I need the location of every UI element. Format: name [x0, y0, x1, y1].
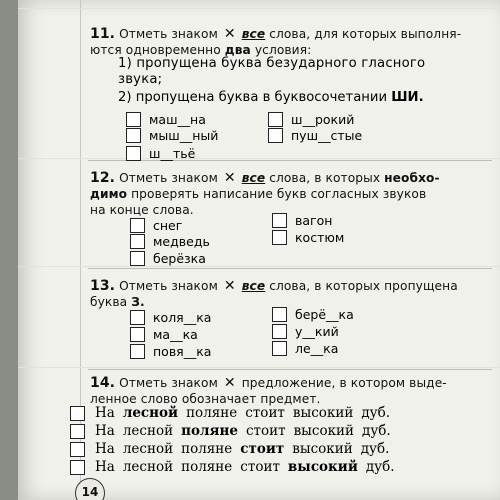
checkbox[interactable] [70, 442, 85, 457]
ruled-line [18, 367, 500, 368]
task-13 [90, 278, 490, 310]
checkbox[interactable] [272, 230, 287, 245]
task-13-instruction: 13. Отметь знаком ✕ все слова, в которых пропущена буква З. [90, 278, 458, 309]
section-divider [88, 268, 492, 269]
option-item[interactable]: повя__ка [130, 344, 211, 359]
task-number: 11. [90, 26, 116, 42]
ruled-line [18, 8, 500, 9]
option-item[interactable]: ш__тьё [126, 146, 195, 161]
task-number: 14. [90, 375, 116, 391]
option-item[interactable]: медведь [130, 234, 210, 249]
cross-mark-icon: ✕ [223, 278, 236, 294]
option-item[interactable]: снег [130, 218, 182, 233]
task-number: 12. [90, 170, 116, 186]
checkbox[interactable] [272, 341, 287, 356]
cross-mark-icon: ✕ [223, 375, 236, 391]
checkbox[interactable] [126, 128, 141, 143]
option-item[interactable]: берёзка [130, 251, 206, 266]
checkbox[interactable] [130, 310, 145, 325]
sentence-option[interactable]: На лесной поляне стоит высокий дуб. [70, 405, 398, 421]
cross-mark-icon: ✕ [223, 170, 236, 186]
checkbox[interactable] [130, 251, 145, 266]
task-12 [90, 170, 490, 218]
option-item[interactable]: вагон [272, 213, 332, 228]
task-14-instruction: 14. Отметь знаком ✕ предложение, в котором выде- ленное слово обозначает предмет. [90, 375, 447, 406]
option-item[interactable]: коля__ка [130, 310, 211, 325]
checkbox[interactable] [130, 218, 145, 233]
task-11 [90, 26, 490, 58]
ruled-line [18, 158, 500, 159]
checkbox[interactable] [130, 327, 145, 342]
option-item[interactable]: пуш__стые [268, 128, 362, 143]
option-item[interactable]: ле__ка [272, 341, 338, 356]
sentence-option[interactable]: На лесной поляне стоит высокий дуб. [70, 423, 399, 439]
workbook-page [18, 0, 500, 500]
checkbox[interactable] [70, 460, 85, 475]
checkbox[interactable] [70, 406, 85, 421]
section-divider [88, 369, 492, 370]
option-item[interactable]: маш__на [126, 112, 206, 127]
checkbox[interactable] [272, 307, 287, 322]
page-number: 14 [75, 478, 105, 500]
cross-mark-icon: ✕ [223, 26, 236, 42]
option-item[interactable]: ма__ка [130, 327, 198, 342]
option-item[interactable]: ш__рокий [268, 112, 354, 127]
checkbox[interactable] [70, 424, 85, 439]
checkbox[interactable] [268, 128, 283, 143]
task-number: 13. [90, 278, 116, 294]
task-14 [90, 375, 490, 407]
condition-2: 2) пропущена буква в буквосочетании ШИ. [118, 90, 424, 105]
ruled-line [18, 266, 500, 267]
checkbox[interactable] [130, 234, 145, 249]
checkbox[interactable] [272, 324, 287, 339]
sentence-option[interactable]: На лесной поляне стоит высокий дуб. [70, 459, 403, 475]
option-item[interactable]: мыш__ный [126, 128, 218, 143]
task-11-instruction: 11. Отметь знаком ✕ все слова, для которых выполня- ются одновременно два условия: [90, 26, 462, 57]
checkbox[interactable] [126, 146, 141, 161]
checkbox[interactable] [268, 112, 283, 127]
option-item[interactable]: берё__ка [272, 307, 354, 322]
sentence-option[interactable]: На лесной поляне стоит высокий дуб. [70, 441, 397, 457]
condition-1: 1) пропущена буква безударного гласного звука; [118, 56, 426, 87]
option-item[interactable]: у__кий [272, 324, 339, 339]
task-12-instruction: 12. Отметь знаком ✕ все слова, в которых необхо- димо проверять написание букв согласных звуков на конце слова. [90, 170, 440, 217]
checkbox[interactable] [272, 213, 287, 228]
checkbox[interactable] [126, 112, 141, 127]
checkbox[interactable] [130, 344, 145, 359]
option-item[interactable]: костюм [272, 230, 344, 245]
